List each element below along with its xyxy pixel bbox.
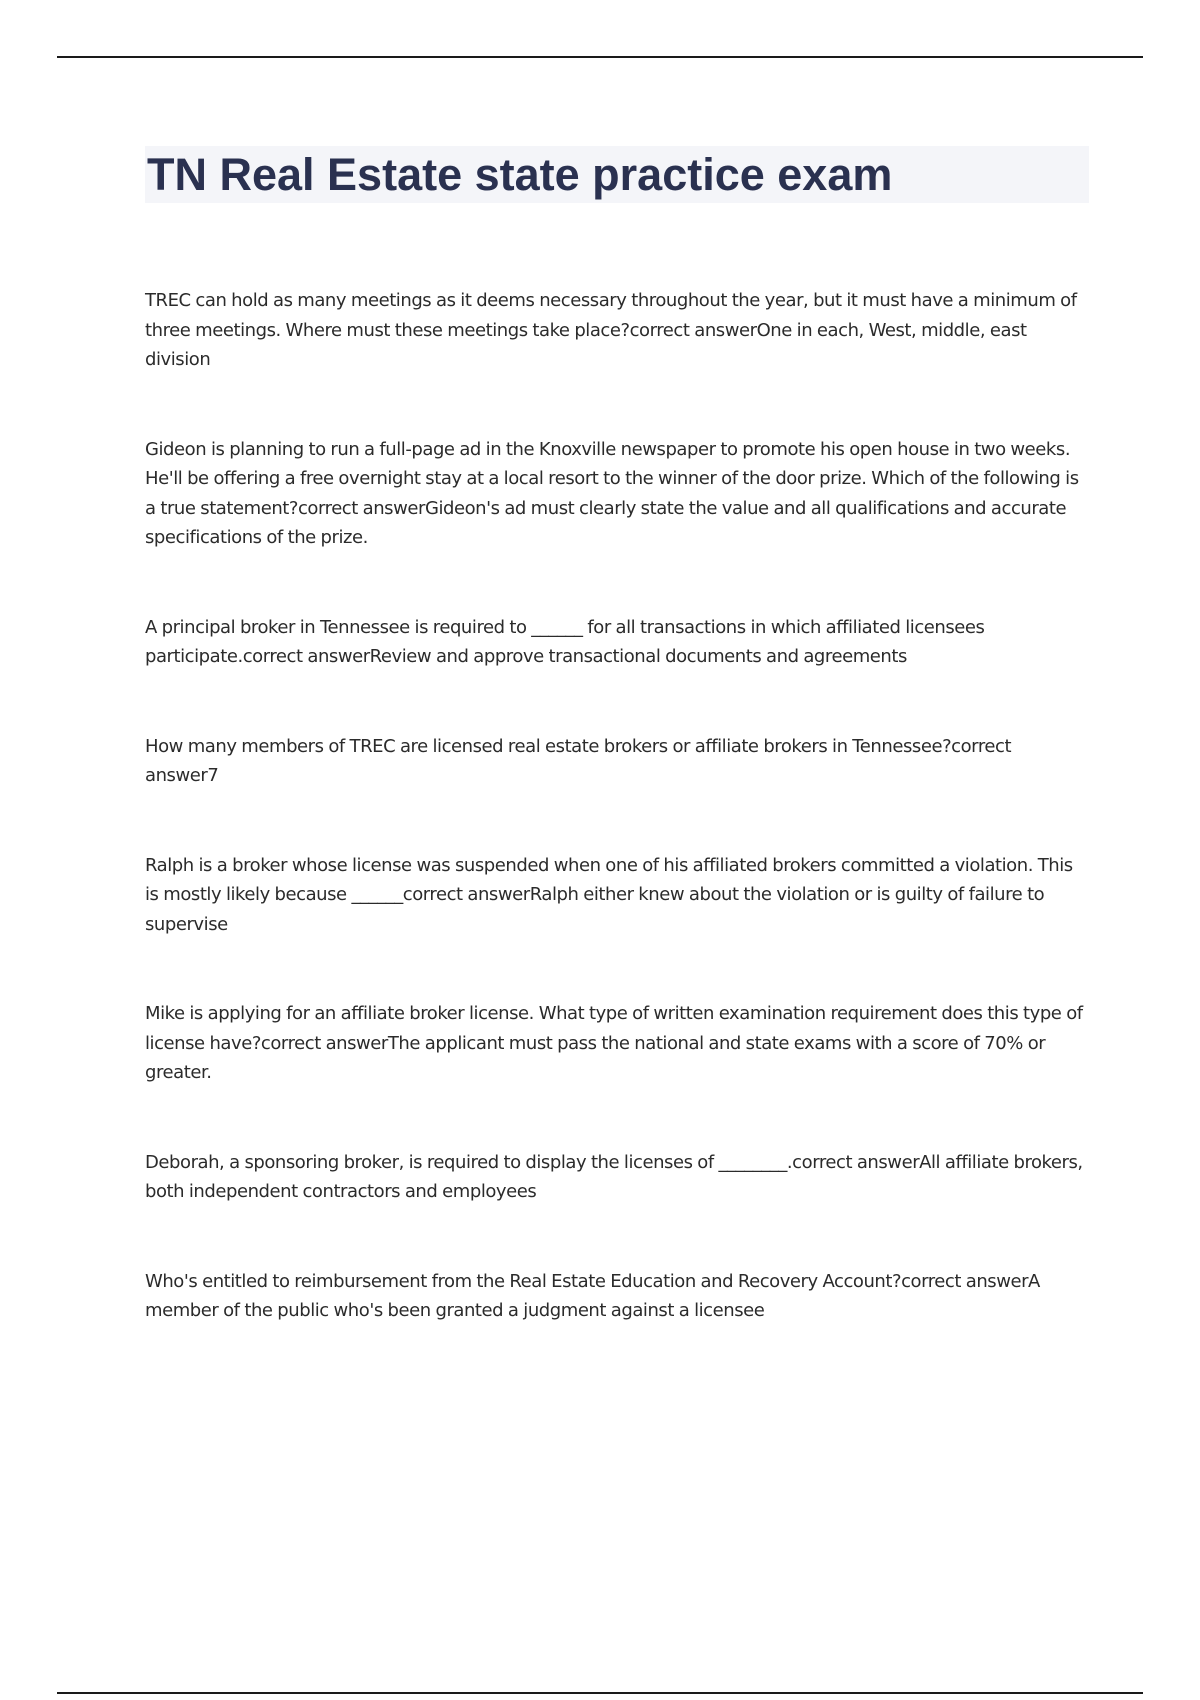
qa-item: A principal broker in Tennessee is required to ______ for all transactions in which affiliated licensees participate.correct answerReview and approve transactional documents and agreements — [145, 616, 985, 667]
qa-item: How many members of TREC are licensed real estate brokers or affiliate brokers in Tennessee?correct answer7 — [145, 735, 1012, 786]
qa-item: Mike is applying for an affiliate broker license. What type of written examination requirement does this type of license have?correct answerThe applicant must pass the national and state exams with a score of 70% or greater. — [145, 1003, 1083, 1083]
qa-item: Deborah, a sponsoring broker, is required to display the licenses of ________.correct answerAll affiliate brokers, both independent contractors and employees — [145, 1151, 1083, 1202]
qa-item: Who's entitled to reimbursement from the Real Estate Education and Recovery Account?correct answerA member of the public who's been granted a judgment against a licensee — [145, 1270, 1040, 1321]
page-title: TN Real Estate state practice exam — [147, 149, 893, 200]
bottom-rule — [57, 1692, 1143, 1694]
title-band — [145, 146, 1089, 203]
qa-item: Ralph is a broker whose license was suspended when one of his affiliated brokers committed a violation. This is mostly likely because ______correct answerRalph either knew about the violation or is guilty of failure to supervise — [145, 854, 1073, 935]
qa-item: Gideon is planning to run a full-page ad in the Knoxville newspaper to promote his open house in two weeks. He'll be offering a free overnight stay at a local resort to the winner of the door prize. Which of the following is a true statement?correct answerGideon's ad must clearly state the value and all qualifications and accurate specifications of the prize. — [145, 438, 1079, 548]
document-body — [145, 146, 1089, 1386]
top-rule — [57, 56, 1143, 58]
qa-item: TREC can hold as many meetings as it deems necessary throughout the year, but it must have a minimum of three meetings. Where must these meetings take place?correct answerOne in each, West, middle, east division — [145, 290, 1077, 370]
qa-list — [145, 286, 1089, 1326]
